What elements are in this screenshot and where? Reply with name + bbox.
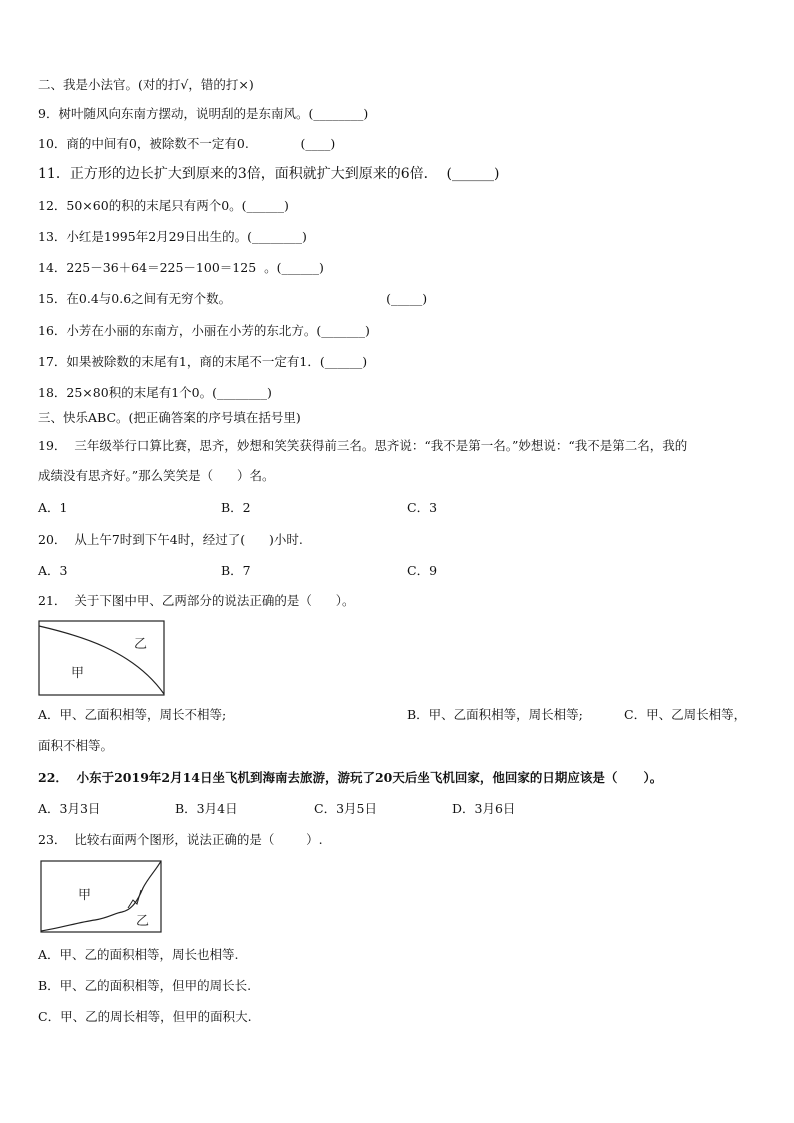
q23-option-b: B．甲、乙的面积相等，但甲的周长长. xyxy=(38,978,252,993)
question-text: 25×80积的末尾有1个0。(________) xyxy=(66,385,272,400)
question-20: 20． 从上午7时到下午4时，经过了( )小时. xyxy=(38,532,303,547)
q22-option-a: A．3月3日 xyxy=(38,801,101,816)
question-12 xyxy=(38,198,289,214)
question-number: 11． xyxy=(38,166,70,182)
q22-option-c: C．3月5日 xyxy=(314,801,377,816)
question-9 xyxy=(38,106,368,122)
question-number: 18． xyxy=(38,385,67,400)
question-18 xyxy=(38,385,272,401)
question-text: 50×60的积的末尾只有两个0。(______) xyxy=(66,198,289,213)
q20-option-c: C．9 xyxy=(407,563,438,578)
question-number: 15． xyxy=(38,291,67,306)
q23-figure xyxy=(40,860,164,934)
question-19-line-2: 成绩没有思齐好。”那么笑笑是（ ）名。 xyxy=(38,468,275,483)
q21-label-jia: 甲 xyxy=(71,666,85,681)
q21-option-c-continued: 面积不相等。 xyxy=(38,738,114,753)
question-text: 如果被除数的末尾有1，商的末尾不一定有1．(______) xyxy=(66,354,368,369)
question-16 xyxy=(38,323,370,339)
question-text: 树叶随风向东南方摆动，说明刮的是东南风。(________) xyxy=(58,106,369,121)
q20-option-b: B．7 xyxy=(221,563,251,578)
question-number: 16． xyxy=(38,323,67,338)
question-number: 9． xyxy=(38,106,59,121)
question-number: 10． xyxy=(38,136,67,151)
q20-option-a: A．3 xyxy=(38,563,68,578)
q23-option-c: C．甲、乙的周长相等，但甲的面积大. xyxy=(38,1009,252,1024)
question-22: 22． 小东于2019年2月14日坐飞机到海南去旅游，游玩了20天后坐飞机回家，他回家的日期应该是（ ）。 xyxy=(38,770,663,785)
q21-figure xyxy=(38,620,166,697)
q21-option-c: C．甲、乙周长相等， xyxy=(624,707,747,722)
question-number: 14． xyxy=(38,260,67,275)
question-15 xyxy=(38,291,427,307)
q23-label-yi: 乙 xyxy=(136,914,150,929)
q22-option-b: B．3月4日 xyxy=(175,801,238,816)
q21-option-a: A．甲、乙面积相等，周长不相等; xyxy=(38,707,227,722)
question-text: 小芳在小丽的东南方，小丽在小芳的东北方。(_______) xyxy=(66,323,370,338)
question-text: 小红是1995年2月29日出生的。(________) xyxy=(66,229,307,244)
question-number: 17． xyxy=(38,354,67,369)
q19-option-c: C．3 xyxy=(407,500,438,515)
question-number: 13． xyxy=(38,229,67,244)
question-17 xyxy=(38,354,367,370)
q23-option-a: A．甲、乙的面积相等，周长也相等. xyxy=(38,947,239,962)
q21-label-yi: 乙 xyxy=(134,637,148,652)
question-10 xyxy=(38,136,335,152)
q23-label-jia: 甲 xyxy=(78,888,92,903)
question-11 xyxy=(38,166,499,182)
section-3-heading: 三、快乐ABC。(把正确答案的序号填在括号里) xyxy=(38,410,301,425)
question-21: 21． 关于下图中甲、乙两部分的说法正确的是（ ）。 xyxy=(38,593,355,608)
question-text: 正方形的边长扩大到原来的3倍，面积就扩大到原来的6倍． (______) xyxy=(69,166,500,182)
section-2-heading: 二、我是小法官。(对的打√，错的打×) xyxy=(38,77,254,92)
question-23: 23． 比较右面两个图形，说法正确的是（ ）. xyxy=(38,832,323,847)
question-13 xyxy=(38,229,307,245)
question-text: 在0.4与0.6之间有无穷个数。 (_____) xyxy=(66,291,428,306)
q22-option-d: D．3月6日 xyxy=(452,801,516,816)
question-14 xyxy=(38,260,324,276)
q19-option-a: A．1 xyxy=(38,500,68,515)
question-text: 225－36＋64＝225－100＝125 。(______) xyxy=(66,260,324,275)
question-19-line-1: 19． 三年级举行口算比赛，思齐，妙想和笑笑获得前三名。思齐说：“我不是第一名。”妙想说：“我不是第二名，我的 xyxy=(38,438,688,453)
question-number: 12． xyxy=(38,198,67,213)
q19-option-b: B．2 xyxy=(221,500,251,515)
question-text: 商的中间有0，被除数不一定有0. (____) xyxy=(66,136,336,151)
q21-option-b: B．甲、乙面积相等，周长相等; xyxy=(407,707,583,722)
